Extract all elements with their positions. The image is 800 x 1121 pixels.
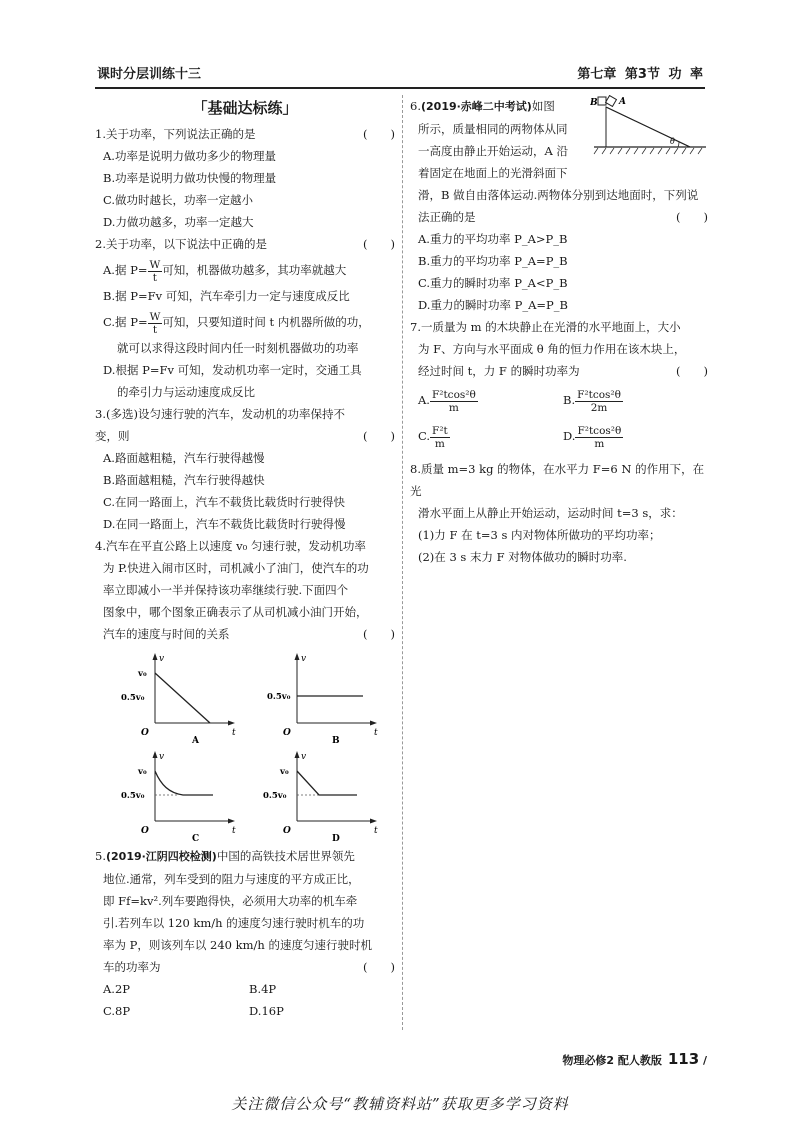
book-title: 物理必修2 配人教版 [562, 1054, 662, 1067]
origin-label: O [141, 728, 149, 738]
q6-option-a: A.重力的平均功率 P_A>P_B [418, 232, 568, 246]
q1-option-c: C.做功时越长，功率一定越小 [103, 193, 254, 207]
question-8 [410, 458, 708, 568]
q8-line: 8.质量 m=3 kg 的物体，在水平力 F=6 N 的作用下，在光 [410, 462, 705, 498]
q7-line: 经过时间 t，力 F 的瞬时功率为 [418, 364, 580, 378]
axis-t-label: t [374, 826, 378, 836]
q2-option-c: C.据 P= $\frac{W}{t}$ 可知，只要知道时间 t 内机器所做的功， [103, 310, 370, 336]
section-title: 「基础达标练」 [192, 99, 298, 117]
question-5: 5.(2019·江阴四校检测)中国的高铁技术居世界领先 地位.通常，列车受到的阻力与速度的平方成正比， 即 Ff=kv².列车要跑得快，必须用大功率的机车牵 引.若列车以 120 km/h 的速度匀速行驶时机车的功 率为 P，则该列车以 240 km/h 的速度匀速行驶时机 车的功率为 ( ) A.2P B.4P C.8P D.16P [95, 845, 395, 1022]
q7-option-d: D. $\frac{\text{F²tcos²θ}}{m}$ [563, 424, 622, 450]
axis-v-label: v [301, 752, 307, 762]
origin-label: O [283, 826, 291, 836]
q3-option-d: D.在同一路面上，汽车不载货比载货时行驶得慢 [103, 517, 346, 531]
q8-line: 滑水平面上从静止开始运动，运动时间 t=3 s，求： [418, 506, 683, 520]
q2-option-b: B.据 P=Fv 可知，汽车牵引力一定与速度成反比 [103, 289, 350, 303]
q2-option-d-cont: 的牵引力与运动速度成反比 [117, 385, 255, 399]
label-b: B [590, 98, 598, 108]
half-v0-label: 0.5v₀ [267, 692, 291, 702]
graph-caption: B [332, 736, 340, 745]
q3-option-c: C.在同一路面上，汽车不载货比载货时行驶得快 [103, 495, 346, 509]
question-1 [95, 123, 395, 233]
q6-option-c: C.重力的瞬时功率 P_A<P_B [418, 276, 568, 290]
header-rule [95, 87, 705, 89]
origin-label: O [141, 826, 149, 836]
graph-c [95, 751, 245, 843]
q1-option-b: B.功率是说明力做功快慢的物理量 [103, 171, 277, 185]
half-v0-label: 0.5v₀ [263, 791, 287, 801]
q7-paren: ( ) [676, 364, 708, 378]
q5-line: 即 Ff=kv².列车要跑得快，必须用大功率的机车牵 [103, 894, 358, 908]
q6-source-tag: (2019·赤峰二中考试) [420, 100, 532, 113]
graph-c-plot [95, 751, 245, 843]
q6-paren: ( ) [676, 210, 708, 224]
q5-line: 引.若列车以 120 km/h 的速度匀速行驶时机车的功 [103, 916, 365, 930]
graph-b [245, 653, 395, 745]
q6-option-d: D.重力的瞬时功率 P_A=P_B [418, 298, 568, 312]
origin-label: O [283, 728, 291, 738]
q1-option-d: D.力做功越多，功率一定越大 [103, 215, 254, 229]
page-number: 113 [667, 1050, 700, 1068]
header-chapter: 第七章 第3节 功 率 [577, 67, 703, 82]
q3-paren: ( ) [363, 429, 395, 443]
q4-graphs [95, 645, 395, 845]
q5-source-tag: (2019·江阴四校检测) [105, 850, 217, 863]
graph-caption: A [192, 736, 199, 745]
graph-caption: C [192, 834, 200, 843]
block-a [606, 96, 617, 107]
q4-line: 图象中，哪个图象正确表示了从司机减小油门开始， [103, 605, 368, 619]
graph-d-plot [245, 751, 395, 843]
q5-option-b: B.4P [249, 982, 277, 996]
incline-figure [590, 95, 708, 157]
graph-a-curve [155, 673, 210, 723]
q2-stem: 2.关于功率，以下说法中正确的是 [95, 237, 267, 251]
axis-v-label: v [159, 752, 165, 762]
v0-label: v₀ [138, 767, 147, 777]
column-divider [402, 95, 403, 1030]
graph-c-curve [155, 771, 213, 795]
q5-option-d: D.16P [249, 1004, 284, 1018]
q6-line: 法正确的是 [418, 210, 476, 224]
q7-line: 为 F、方向与水平面成 θ 角的恒力作用在该木块上， [418, 342, 686, 356]
header-left-title: 课时分层训练十三 [97, 67, 202, 82]
angle-label: θ [670, 137, 675, 146]
q7-options [410, 382, 708, 454]
q4-line: 为 P.快进入闹市区时，司机减小了油门，使汽车的功 [103, 561, 369, 575]
q4-line: 率立即减小一半并保持该功率继续行驶.下面四个 [103, 583, 349, 597]
footer-badge: 物理必修2 配人教版 113 / [562, 1050, 707, 1068]
q5-option-c: C.8P [103, 1004, 131, 1018]
q5-line: 率为 P，则该列车以 240 km/h 的速度匀速行驶时机 [103, 938, 372, 952]
q8-part-1: (1)力 F 在 t=3 s 内对物体所做功的平均功率； [418, 528, 661, 542]
label-a: A [619, 97, 626, 107]
q8-part-2: (2)在 3 s 末力 F 对物体做功的瞬时功率. [418, 550, 627, 564]
q7-option-c: C. $\frac{\text{F²t}}{m}$ [418, 424, 448, 450]
q6-line: 着固定在地面上的光滑斜面下 [418, 166, 568, 180]
axis-t-label: t [232, 728, 236, 738]
q2-option-c-cont: 就可以求得这段时间内任一时刻机器做功的功率 [117, 341, 359, 355]
q3-stem: 3.(多选)设匀速行驶的汽车，发动机的功率保持不 [95, 407, 345, 421]
graph-a-plot [95, 653, 245, 745]
q7-line: 7.一质量为 m 的木块静止在光滑的水平地面上，大小 [410, 320, 681, 334]
axis-v-label: v [301, 654, 307, 664]
q5-line: 地位.通常，列车受到的阻力与速度的平方成正比， [103, 872, 360, 886]
q7-option-a: A. $\frac{\text{F²tcos²θ}}{m}$ [418, 388, 476, 414]
q6-line: 所示，质量相同的两物体从同 [418, 122, 568, 136]
q6-option-b: B.重力的平均功率 P_A=P_B [418, 254, 568, 268]
graph-caption: D [332, 834, 340, 843]
q7-option-b: B. $\frac{\text{F²tcos²θ}}{2m}$ [563, 388, 621, 414]
block-b [598, 97, 606, 105]
graph-d [245, 751, 395, 843]
q5-options [95, 978, 395, 1022]
q6-line: 一高度由静止开始运动，A 沿 [418, 144, 568, 158]
graph-a [95, 653, 245, 745]
q2-option-d: D.根据 P=Fv 可知，发动机功率一定时，交通工具 [103, 363, 362, 377]
q3-option-b: B.路面越粗糙，汽车行驶得越快 [103, 473, 265, 487]
q1-option-a: A.功率是说明力做功多少的物理量 [103, 149, 276, 163]
q4-paren: ( ) [363, 627, 395, 641]
left-column [95, 95, 395, 1022]
v0-label: v₀ [138, 669, 147, 679]
q5-option-a: A.2P [103, 982, 131, 996]
question-2 [95, 233, 395, 403]
axis-t-label: t [232, 826, 236, 836]
q1-stem: 1.关于功率，下列说法正确的是 [95, 127, 256, 141]
q2-option-a: A.据 P= $\frac{W}{t}$ 可知，机器做功越多，其功率就越大 [103, 258, 347, 284]
q3-stem-cont: 变，则 [95, 429, 130, 443]
fraction: $\frac{W}{t}$ [149, 310, 161, 336]
q6-line: 滑，B 做自由落体运动.两物体分别到达地面时，下列说 [418, 188, 699, 202]
q3-option-a: A.路面越粗糙，汽车行驶得越慢 [103, 451, 265, 465]
q5-line: 车的功率为 [103, 960, 161, 974]
right-column [410, 95, 708, 568]
q4-line: 4.汽车在平直公路上以速度 v₀ 匀速行驶，发动机功率 [95, 539, 366, 553]
q1-paren: ( ) [363, 127, 395, 141]
question-7 [410, 316, 708, 454]
axis-v-label: v [159, 654, 165, 664]
footer-note: 关注微信公众号“教辅资料站”获取更多学习资料 [231, 1095, 569, 1113]
q2-paren: ( ) [363, 237, 395, 251]
v0-label: v₀ [280, 767, 289, 777]
graph-d-curve [297, 771, 357, 795]
graph-b-plot [245, 653, 395, 745]
half-v0-label: 0.5v₀ [121, 791, 145, 801]
q4-line: 汽车的速度与时间的关系 [103, 627, 230, 641]
question-4 [95, 535, 395, 845]
question-3 [95, 403, 395, 535]
axis-t-label: t [374, 728, 378, 738]
fraction: $\frac{W}{t}$ [149, 258, 161, 284]
half-v0-label: 0.5v₀ [121, 693, 145, 703]
q5-paren: ( ) [363, 960, 395, 974]
question-6: B A θ 6.(2019·赤峰二中考试)如图 所示，质量相同的两物体从同 一高度由静止开始运动，A 沿 着固定在地面上的光滑斜面下 滑，B 做自由落体运动.两物体分别到达地面时，下列说 法正确的是 ( ) A.重力的平均功率 P_A>P_B B.重力的平均功率 P_A=P_B C.重力的瞬时功率 P_A<P_B D.重力的瞬时功率 P_A=P_B [410, 95, 708, 316]
